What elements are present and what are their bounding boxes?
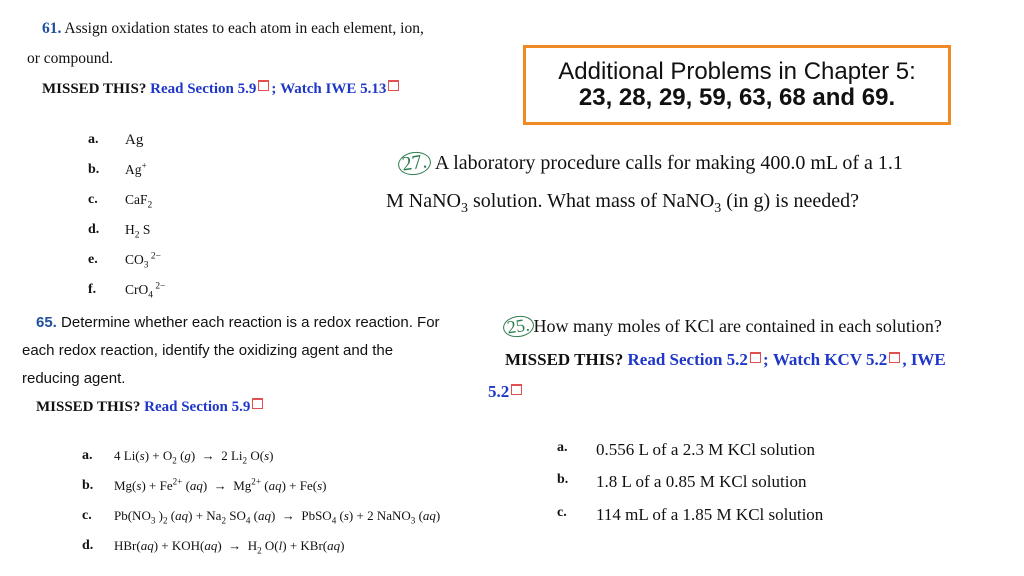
external-link-icon (511, 384, 522, 395)
q65-read-link[interactable]: Read Section 5.9 (144, 399, 251, 415)
q65-text1: Determine whether each reaction is a redox reaction. For (61, 314, 440, 331)
q25-text1: How many moles of KCl are contained in each solution? (533, 316, 942, 336)
q25-iwe-link-2[interactable]: 5.2 (488, 382, 510, 401)
q25-missed-label: MISSED THIS? (505, 350, 624, 369)
q61-f-label: f. (88, 282, 97, 297)
external-link-icon (889, 352, 900, 363)
q61-read-link[interactable]: Read Section 5.9 (150, 81, 257, 97)
additional-problems-box (523, 45, 951, 125)
q25-c-label: c. (557, 505, 567, 520)
q65-d-label: d. (82, 538, 94, 553)
q65-a-label: a. (82, 448, 93, 463)
q25-a-text: 0.556 L of a 2.3 M KCl solution (596, 440, 815, 459)
q61-text: Assign oxidation states to each atom in each element, ion, (64, 20, 424, 37)
q65-d-reaction: $HBr(aq) + KOH(aq) \to H_2$ O(l) + KBr(aq) (114, 538, 345, 556)
external-link-icon (252, 398, 263, 409)
q65-c-reaction: $Pb(NO_3$ )$_2$ $(aq) + Na_2$ $SO_4$ (aq) → PbSO$_4$ (s) + 2 NaNO$_3$ (aq) (114, 508, 441, 524)
q61-number: 61. (42, 20, 62, 37)
q25-read-link[interactable]: Read Section 5.2 (627, 350, 748, 369)
q65-a-reaction: 4 $Li(s) + O_2$ (g) → 2 $Li_2$ O(s) (114, 448, 274, 466)
q61-e-label: e. (88, 252, 98, 267)
q25-c-text: 114 mL of a 1.85 M KCl solution (596, 505, 824, 524)
q61-b-text: Ag+ (125, 161, 147, 177)
q65-b-reaction: $Mg(s) + Fe^{2+}$ $(aq) \to Mg^{2+}$ (aq) + Fe(s) (114, 476, 327, 493)
q65-number: 65. (36, 314, 57, 331)
q61-d-label: d. (88, 222, 100, 237)
q65-line2: each redox reaction, identify the oxidizing agent and the (22, 342, 394, 359)
q61-c-text: CaF$_2$ (125, 192, 153, 211)
q61-line1 (42, 20, 424, 38)
q27-line1 (398, 152, 903, 175)
q65-missed-label: MISSED THIS? (36, 399, 141, 415)
q61-e-text: $CO_3$ $^{2-}$ (125, 251, 161, 271)
external-link-icon (258, 80, 269, 91)
q65-c-label: c. (82, 508, 92, 523)
q65-line3: reducing agent. (22, 370, 126, 387)
q61-line2: or compound. (27, 50, 114, 67)
q25-a-label: a. (557, 440, 568, 455)
q61-d-text: $H_2$ S (125, 222, 151, 241)
q25-iwe-cont (488, 382, 524, 402)
q25-missed-row: MISSED THIS? Read Section 5.2 ; Watch KCV 5.2 , IWE (505, 350, 946, 369)
q61-a-label: a. (88, 132, 99, 147)
q25-b-text: 1.8 L of a 0.85 M KCl solution (596, 472, 807, 491)
q61-a-text: Ag (125, 132, 144, 148)
additional-title: Additional Problems in Chapter 5: (558, 58, 916, 85)
q61-missed-label: MISSED THIS? (42, 81, 147, 97)
q27-number: 27. (397, 150, 433, 177)
q65-line1 (36, 314, 440, 331)
q25-watch-link[interactable]: Watch KCV 5.2 (772, 350, 888, 369)
q25-b-label: b. (557, 472, 569, 487)
q25-number: 25. (502, 314, 535, 339)
q61-missed-row (42, 80, 401, 98)
additional-list: 23, 28, 29, 59, 63, 68 and 69. (578, 84, 896, 111)
q25-line1 (503, 316, 942, 337)
q25-iwe-link[interactable]: IWE (910, 350, 946, 369)
external-link-icon (750, 352, 761, 363)
q61-c-label: c. (88, 192, 98, 207)
q65-missed-row (36, 398, 265, 416)
external-link-icon (388, 80, 399, 91)
q61-b-label: b. (88, 162, 100, 177)
q65-b-label: b. (82, 478, 94, 493)
q61-watch-link[interactable]: Watch IWE 5.13 (280, 81, 387, 97)
q27-line2: M NaNO$_3$ solution. What mass of NaNO$_3$ (in g) is needed? (386, 190, 860, 216)
q61-f-text: CrO$_4$ $^{2-}$ (125, 281, 166, 301)
q61-sep: ; (271, 81, 277, 97)
q27-text1: A laboratory procedure calls for making 400.0 mL of a 1.1 (434, 152, 903, 174)
